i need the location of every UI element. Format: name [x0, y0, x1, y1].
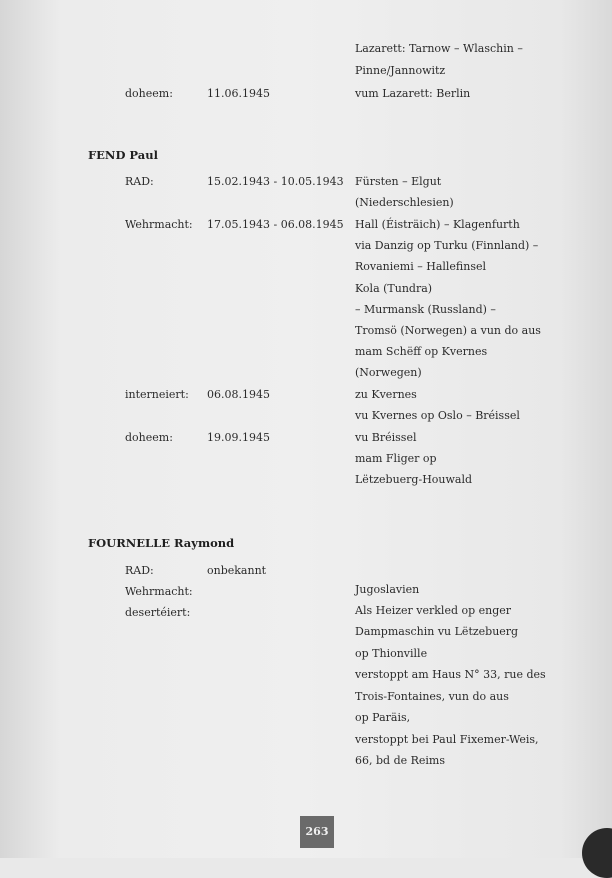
row-label: RAD:: [125, 564, 154, 577]
place-line: Jugoslavien: [355, 583, 420, 596]
place-line: mam Fliger op: [355, 452, 437, 465]
entry-row: [0, 585, 612, 606]
place-line: zu Kvernes: [355, 388, 417, 401]
row-date: 06.08.1945: [207, 388, 270, 401]
row-date: 15.02.1943 - 10.05.1943: [207, 175, 344, 188]
place-line: Pinne/Jannowitz: [355, 64, 446, 77]
place-line: mam Schëff op Kvernes: [355, 345, 488, 358]
row-label: RAD:: [125, 175, 154, 188]
place-line: op Thionville: [355, 647, 428, 660]
place-line: Lazarett: Tarnow – Wlaschin –: [355, 42, 523, 55]
entry-row: [0, 606, 612, 627]
entry-row: [0, 564, 612, 585]
place-line: vu Kvernes op Oslo – Bréissel: [355, 409, 520, 422]
place-line: (Niederschlesien): [355, 196, 454, 209]
place-line: 66, bd de Reims: [355, 754, 446, 767]
row-label: doheem:: [125, 87, 173, 100]
place-line: vu Bréissel: [355, 431, 417, 444]
entry-row: [0, 388, 612, 409]
place-line: Kola (Tundra): [355, 282, 433, 295]
row-label: desertéiert:: [125, 606, 191, 619]
place-line: via Danzig op Turku (Finnland) –: [355, 239, 539, 252]
row-label: interneiert:: [125, 388, 189, 401]
place-line: (Norwegen): [355, 366, 422, 379]
place-line: Rovaniemi – Hallefinsel: [355, 260, 487, 273]
place-line: Als Heizer verkled op enger: [355, 604, 512, 617]
place-line: Hall (Éisträich) – Klagenfurth: [355, 218, 520, 231]
entry-row: [0, 87, 612, 108]
place-line: vum Lazarett: Berlin: [355, 87, 471, 100]
row-label: Wehrmacht:: [125, 585, 193, 598]
place-line: verstoppt bei Paul Fixemer-Weis,: [355, 733, 539, 746]
place-line: – Murmansk (Russland) –: [355, 303, 496, 316]
place-line: Trois-Fontaines, vun do aus: [355, 690, 509, 703]
row-label: doheem:: [125, 431, 173, 444]
person-name: FEND Paul: [88, 148, 158, 162]
row-date: 19.09.1945: [207, 431, 270, 444]
place-line: Fürsten – Elgut: [355, 175, 442, 188]
entry-row: [0, 175, 612, 196]
row-date: 11.06.1945: [207, 87, 270, 100]
entry-row: [0, 218, 612, 239]
place-line: verstoppt am Haus N° 33, rue des: [355, 668, 546, 681]
person-name: FOURNELLE Raymond: [88, 536, 235, 550]
page-number: 263: [300, 816, 334, 848]
place-line: Lëtzebuerg-Houwald: [355, 473, 473, 486]
row-date: 17.05.1943 - 06.08.1945: [207, 218, 344, 231]
place-line: Tromsö (Norwegen) a vun do aus: [355, 324, 541, 337]
row-label: Wehrmacht:: [125, 218, 193, 231]
entry-row: [0, 431, 612, 452]
place-line: Dampmaschin vu Lëtzebuerg: [355, 625, 519, 638]
row-date: onbekannt: [207, 564, 267, 577]
page-curl-shadow: [582, 828, 612, 878]
place-line: op Paräis,: [355, 711, 411, 724]
